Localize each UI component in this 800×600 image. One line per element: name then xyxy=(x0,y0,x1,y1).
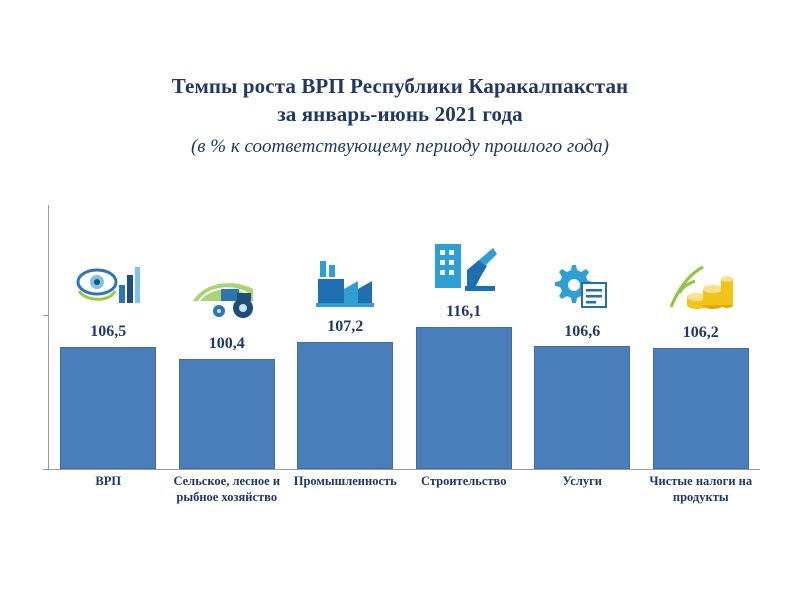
bar-slot xyxy=(168,205,286,469)
page-title-line-1: Темпы роста ВРП Республики Каракалпакстан xyxy=(171,74,629,98)
coins-stack-icon xyxy=(665,255,737,311)
factory-icon xyxy=(309,251,381,307)
page-subtitle: (в % к соответствующему периоду прошлого года) xyxy=(190,136,610,157)
bar-agriculture[interactable] xyxy=(179,359,275,469)
x-axis-line xyxy=(48,469,760,470)
gear-document-icon xyxy=(546,253,618,309)
bar-value-label: 116,1 xyxy=(446,303,482,320)
category-label-net-taxes: Чистые налоги на продукты xyxy=(649,474,753,504)
x-axis-category-labels xyxy=(49,473,760,505)
bar-construction[interactable] xyxy=(416,327,512,469)
category-label-vrp: ВРП xyxy=(95,474,122,488)
bar-value-label: 106,2 xyxy=(682,324,719,341)
title-block xyxy=(0,72,800,162)
bar-industry[interactable] xyxy=(297,342,393,469)
category-label-construction: Строительство xyxy=(421,474,507,488)
bar-slot xyxy=(405,205,523,469)
bar-value-label: 106,6 xyxy=(564,323,601,340)
analytics-chart-icon xyxy=(72,253,144,309)
category-label-agriculture: Сельское, лесное и рыбное хозяйство xyxy=(173,474,281,504)
bar-slot xyxy=(286,205,404,469)
category-label-industry: Промышленность xyxy=(293,474,397,488)
y-axis-tick-upper xyxy=(43,315,48,316)
bar-chart xyxy=(48,205,760,480)
bar-vrp[interactable] xyxy=(60,347,156,469)
bar-slot xyxy=(523,205,641,469)
bar-value-label: 100,4 xyxy=(208,335,245,352)
bar-services[interactable] xyxy=(534,346,630,469)
page-title-line-2: за январь-июнь 2021 года xyxy=(277,102,523,126)
category-label-services: Услуги xyxy=(562,474,602,488)
bar-slot xyxy=(49,205,167,469)
bar-slot xyxy=(642,205,760,469)
tractor-icon xyxy=(191,265,263,321)
construction-crane-icon xyxy=(428,236,500,292)
bar-net-taxes[interactable] xyxy=(653,348,749,469)
bar-value-label: 106,5 xyxy=(90,323,127,340)
bar-value-label: 107,2 xyxy=(327,318,364,335)
plot-area xyxy=(49,205,760,469)
